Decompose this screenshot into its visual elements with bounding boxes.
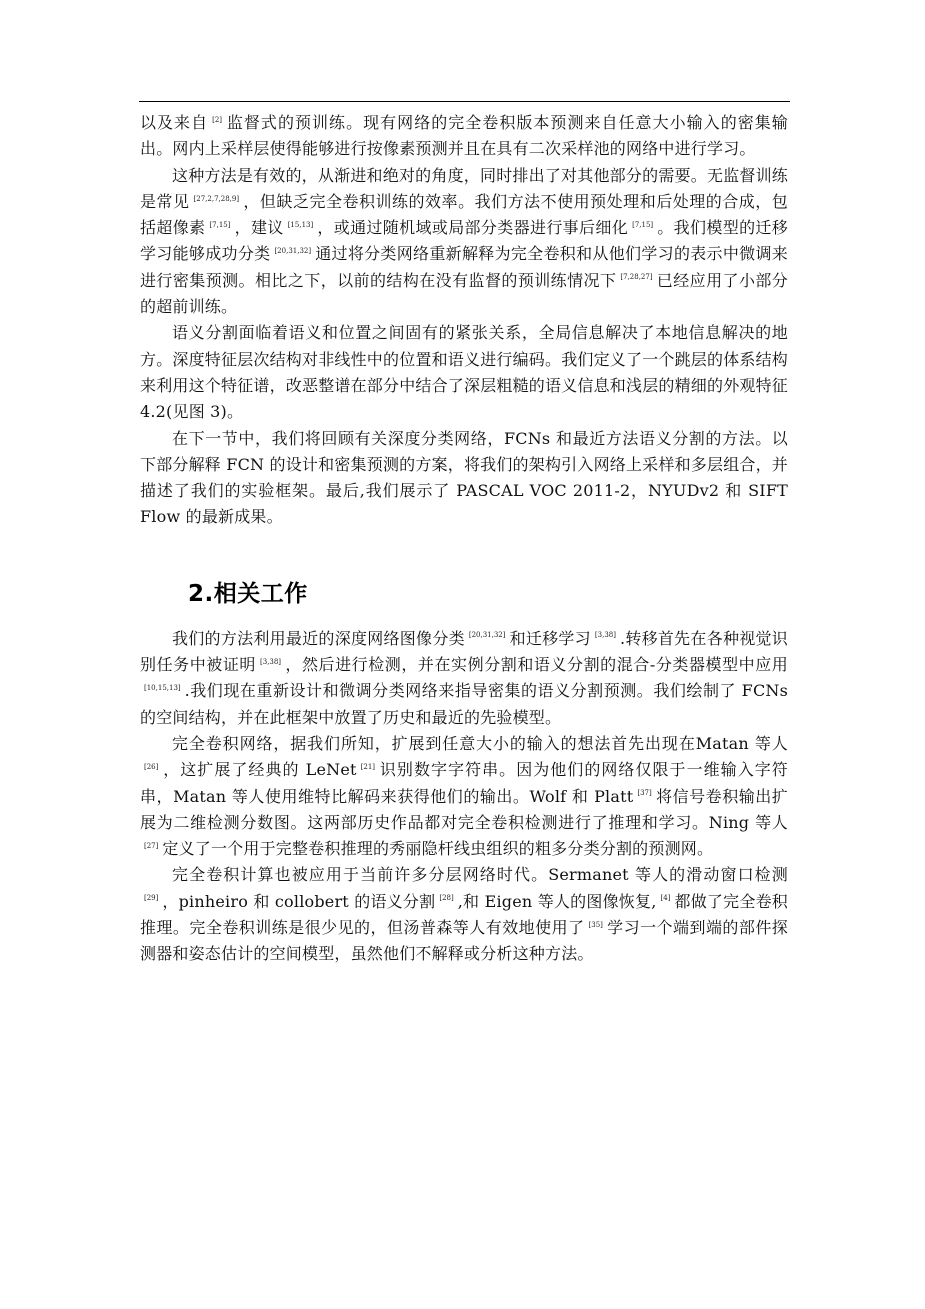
citation-ref: [15,13] [287, 220, 314, 229]
citation-ref: [27,2,7,28,9] [193, 194, 240, 203]
document-body [140, 110, 788, 968]
citation-ref: [3,38] [594, 631, 616, 640]
paragraph: 以及来自 [2] 监督式的预训练。现有网络的完全卷积版本预测来自任意大小输入的密集输出。网内上采样层使得能够进行按像素预测并且在具有二次采样池的网络中进行学习。 [140, 113, 788, 159]
citation-ref: [21] [360, 762, 376, 771]
citation-ref: [29] [144, 894, 159, 903]
citation-ref: [7,15] [632, 220, 654, 229]
citation-ref: [10,15,13] [144, 684, 181, 693]
citation-ref: [7,15] [209, 220, 231, 229]
paragraph: 这种方法是有效的，从渐进和绝对的角度，同时排出了对其他部分的需要。无监督训练是常见 [27,2,7,28,9] ，但缺乏完全卷积训练的效率。我们方法不使用预处理和后处理的合成，包括超像素 [7,15] ，建议 [15,13] ，或通过随机域或局部分类器进行事后细化 [7,15] 。我们模型的迁移学习能够成功分类 [20,31,32] 通过将分类网络重新解释为完全卷积和从他们学习的表示中微调来进行密集预测。相比之下，以前的结构在没有监督的预训练情况下 [7,28,27] 已经应用了小部分的超前训练。 [140, 165, 788, 317]
paragraph: 我们的方法利用最近的深度网络图像分类 [20,31,32] 和迁移学习 [3,38] .转移首先在各种视觉识别任务中被证明 [3,38] ，然后进行检测，并在实例分割和语义分割的混合-分类器模型中应用[10,15,13] .我们现在重新设计和微调分类网络来指导密集的语义分割预测。我们绘制了 FCNs 的空间结构，并在此框架中放置了历史和最近的先验模型。 [140, 628, 788, 727]
paragraph: 在下一节中，我们将回顾有关深度分类网络，FCNs 和最近方法语义分割的方法。以下部分解释 FCN 的设计和密集预测的方案，将我们的架构引入网络上采样和多层组合，并描述了我们的实验框架。最后,我们展示了 PASCAL VOC 2011-2，NYUDv2 和 SIFT Flow 的最新成果。 [140, 428, 788, 527]
citation-ref: [20,31,32] [468, 631, 506, 640]
paragraph: 完全卷积计算也被应用于当前许多分层网络时代。Sermanet 等人的滑动窗口检测[29] ，pinheiro 和 collobert 的语义分割 [28] ,和 Eigen 等人的图像恢复, [4] 都做了完全卷积推理。完全卷积训练是很少见的，但汤普森等人有效地使用了 [35] 学习一个端到端的部件探测器和姿态估计的空间模型，虽然他们不解释或分析这种方法。 [140, 865, 789, 964]
citation-ref: [28] [439, 894, 454, 903]
paragraph: 完全卷积网络，据我们所知，扩展到任意大小的输入的想法首先出现在Matan 等人[26] ，这扩展了经典的 LeNet [21] 识别数字字符串。因为他们的网络仅限于一维输入字符串，Matan 等人使用维特比解码来获得他们的输出。Wolf 和 Platt [37] 将信号卷积输出扩展为二维检测分数图。这两部历史作品都对完全卷积检测进行了推理和学习。Ning 等人[27] 定义了一个用于完整卷积推理的秀丽隐杆线虫组织的粗多分类分割的预测网。 [140, 733, 788, 859]
citation-ref: [20,31,32] [274, 247, 312, 256]
section-heading: 2.相关工作 [188, 580, 308, 607]
citation-ref: [37] [637, 789, 652, 798]
citation-ref: [7,28,27] [620, 273, 653, 282]
citation-ref: [35] [588, 920, 603, 929]
header-rule [139, 101, 790, 102]
citation-ref: [4] [660, 894, 671, 903]
citation-ref: [27] [144, 841, 159, 850]
paragraph: 语义分割面临着语义和位置之间固有的紧张关系，全局信息解决了本地信息解决的地方。深度特征层次结构对非线性中的位置和语义进行编码。我们定义了一个跳层的体系结构来利用这个特征谱，改恶整谱在部分中结合了深层粗糙的语义信息和浅层的精细的外观特征 4.2(见图 3)。 [140, 323, 789, 422]
citation-ref: [3,38] [259, 657, 282, 666]
citation-ref: [26] [144, 762, 159, 771]
citation-ref: [2] [212, 115, 223, 124]
